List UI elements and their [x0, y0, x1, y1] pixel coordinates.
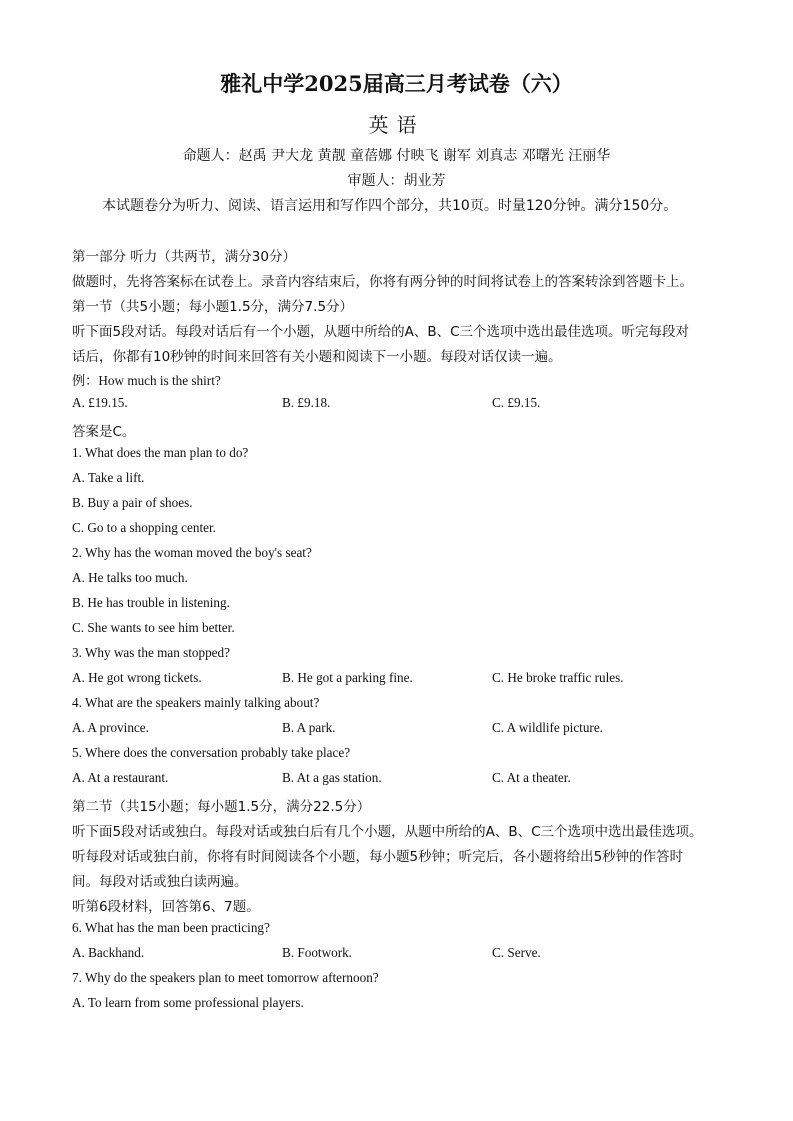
- section2-instruction-line2: 听每段对话或独白前，你将有时间阅读各个小题，每小题5秒钟；听完后，各小题将给出5秒钟的作答时: [72, 849, 684, 865]
- subject-title: 英语: [368, 113, 425, 137]
- question-3-option-b: B. He got a parking fine.: [282, 670, 413, 685]
- question-7-option-a: A. To learn from some professional players.: [72, 995, 304, 1010]
- section1-instruction-line1: 听下面5段对话。每段对话后有一个小题，从题中所给的A、B、C三个选项中选出最佳选项。听完每段对: [72, 324, 690, 340]
- question-5: 5. Where does the conversation probably take place?: [72, 745, 351, 760]
- example-option-b: B. £9.18.: [282, 395, 331, 410]
- part1-instruction: 做题时，先将答案标在试卷上。录音内容结束后，你将有两分钟的时间将试卷上的答案转涂到答题卡上。: [72, 274, 693, 290]
- example-option-c: C. £9.15.: [492, 395, 541, 410]
- material-6-label: 听第6段材料，回答第6、7题。: [72, 899, 260, 915]
- section2-instruction-line1: 听下面5段对话或独白。每段对话或独白后有几个小题，从题中所给的A、B、C三个选项中选出最佳选项。: [72, 824, 703, 840]
- question-7: 7. Why do the speakers plan to meet tomorrow afternoon?: [72, 970, 379, 985]
- section2-heading: 第二节（共15小题；每小题1.5分，满分22.5分）: [72, 799, 371, 815]
- section2-instruction-line3: 间。每段对话或独白读两遍。: [72, 874, 248, 890]
- question-4: 4. What are the speakers mainly talking about?: [72, 695, 320, 710]
- example-question: 例：How much is the shirt?: [72, 373, 221, 388]
- question-1-option-c: C. Go to a shopping center.: [72, 520, 216, 535]
- question-1-option-a: A. Take a lift.: [72, 470, 145, 485]
- intro-paragraph: 本试题卷分为听力、阅读、语言运用和写作四个部分，共10页。时量120分钟。满分150分。: [102, 198, 678, 214]
- question-6: 6. What has the man been practicing?: [72, 920, 270, 935]
- question-3-option-c: C. He broke traffic rules.: [492, 670, 624, 685]
- question-2-option-c: C. She wants to see him better.: [72, 620, 235, 635]
- example-answer: 答案是C。: [72, 424, 136, 440]
- example-option-a: A. £19.15.: [72, 395, 128, 410]
- question-2: 2. Why has the woman moved the boy's seat?: [72, 545, 312, 560]
- section1-heading: 第一节（共5小题；每小题1.5分，满分7.5分）: [72, 299, 354, 315]
- part1-heading: 第一部分 听力（共两节，满分30分）: [72, 249, 296, 265]
- question-1-option-b: B. Buy a pair of shoes.: [72, 495, 193, 510]
- question-5-option-a: A. At a restaurant.: [72, 770, 169, 785]
- question-3-option-a: A. He got wrong tickets.: [72, 670, 202, 685]
- authors-line: 命题人：赵禹 尹大龙 黄靓 童蓓娜 付映飞 谢军 刘真志 邓曙光 汪丽华: [182, 148, 611, 164]
- question-6-option-c: C. Serve.: [492, 945, 541, 960]
- question-6-option-b: B. Footwork.: [282, 945, 352, 960]
- question-4-option-b: B. A park.: [282, 720, 336, 735]
- exam-title: 雅礼中学2025届高三月考试卷（六）: [220, 71, 573, 96]
- question-5-option-c: C. At a theater.: [492, 770, 571, 785]
- question-1: 1. What does the man plan to do?: [72, 445, 249, 460]
- question-6-option-a: A. Backhand.: [72, 945, 145, 960]
- question-4-option-c: C. A wildlife picture.: [492, 720, 603, 735]
- question-3: 3. Why was the man stopped?: [72, 645, 230, 660]
- section1-instruction-line2: 话后，你都有10秒钟的时间来回答有关小题和阅读下一小题。每段对话仅读一遍。: [72, 349, 562, 365]
- reviewer-line: 审题人：胡业芳: [347, 173, 446, 189]
- question-5-option-b: B. At a gas station.: [282, 770, 382, 785]
- question-2-option-b: B. He has trouble in listening.: [72, 595, 230, 610]
- question-2-option-a: A. He talks too much.: [72, 570, 188, 585]
- question-4-option-a: A. A province.: [72, 720, 149, 735]
